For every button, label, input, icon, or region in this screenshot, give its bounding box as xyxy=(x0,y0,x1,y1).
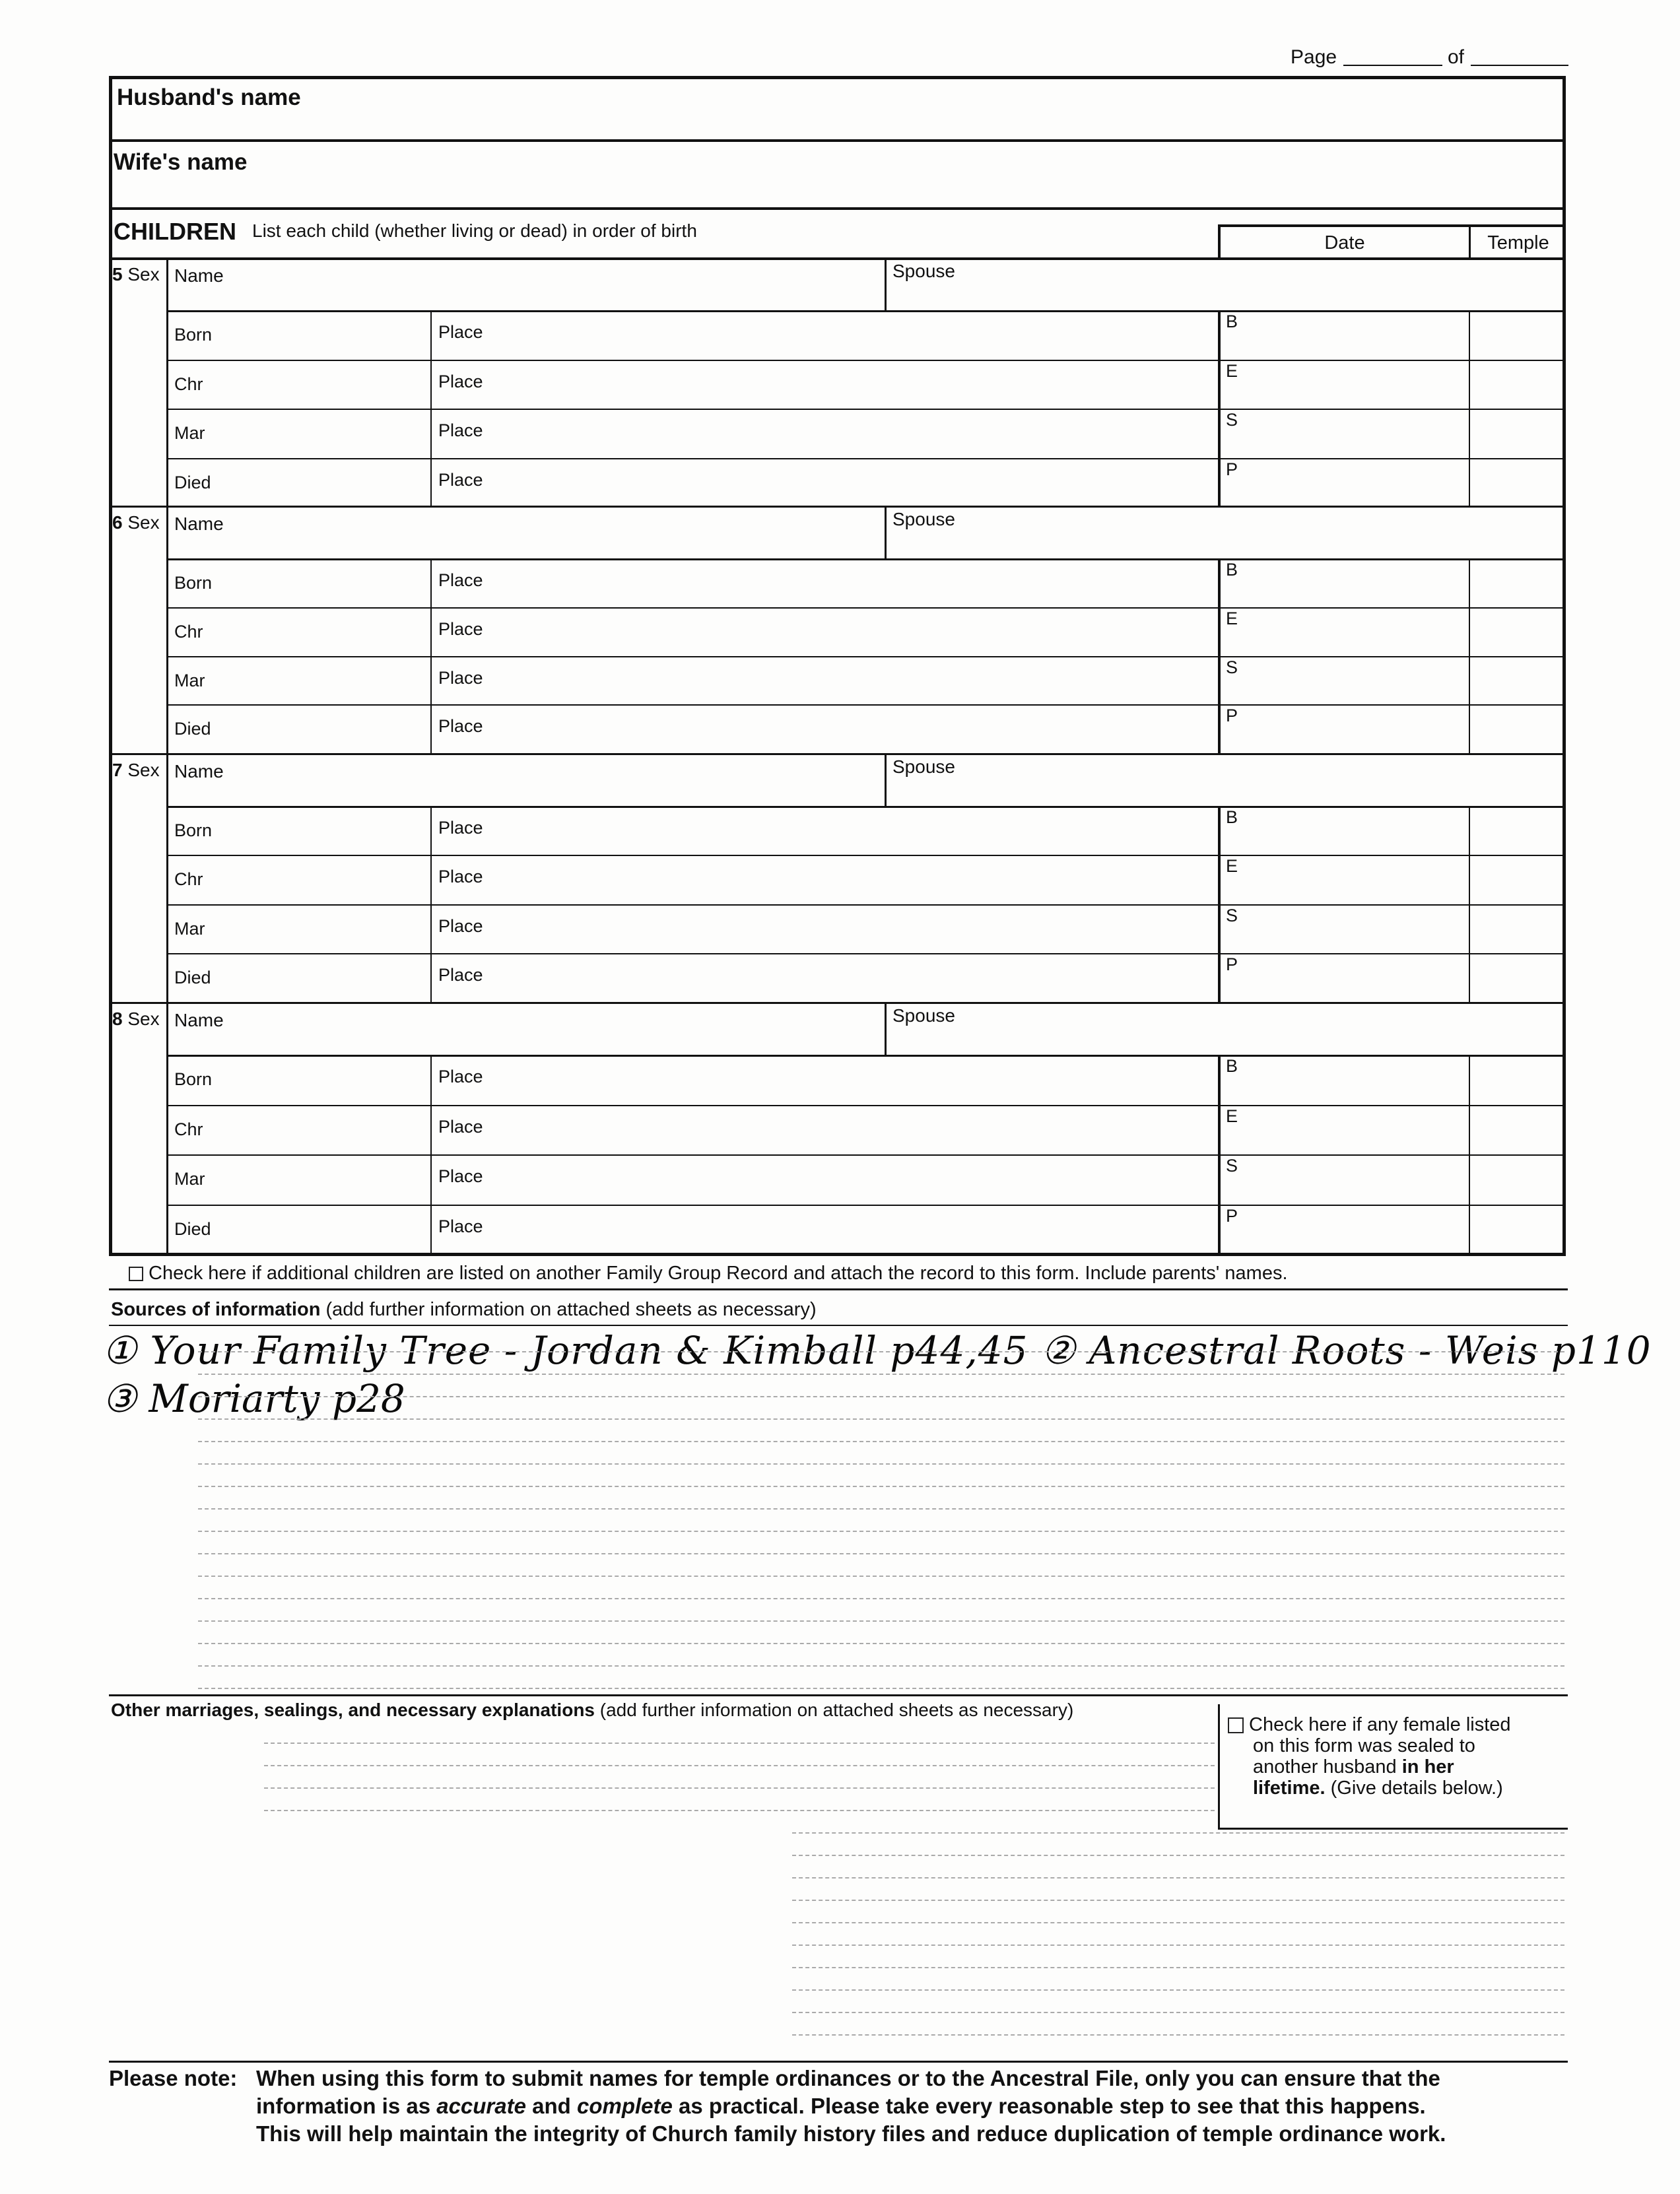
child-number xyxy=(112,512,160,533)
please-note-2b: accurate xyxy=(436,2094,526,2118)
ordinance-code: E xyxy=(1226,608,1238,628)
event-place-field[interactable] xyxy=(496,707,1211,750)
ordinance-date-field[interactable] xyxy=(1244,809,1462,852)
husband-name-label: Husband's name xyxy=(117,84,301,110)
child-sex-label: Sex xyxy=(127,760,160,780)
ordinance-code: B xyxy=(1226,560,1238,580)
event-place-label: Place xyxy=(438,1067,483,1086)
child-spouse-field[interactable] xyxy=(984,509,1559,555)
child-name-field[interactable] xyxy=(239,509,878,555)
ordinance-date-field[interactable] xyxy=(1244,857,1462,901)
event-label: Died xyxy=(174,719,211,739)
event-place-field[interactable] xyxy=(496,561,1211,605)
child-number-value: 7 xyxy=(112,760,123,780)
ordinance-date-field[interactable] xyxy=(1244,1157,1462,1202)
ordinance-temple-field[interactable] xyxy=(1473,857,1561,901)
please-note-2e: as practical. Please take every reasonable step to see that this happens. xyxy=(672,2094,1426,2118)
event-label: Chr xyxy=(174,869,203,890)
temple-column-label: Temple xyxy=(1487,232,1549,253)
event-label: Mar xyxy=(174,423,205,443)
ordinance-code: S xyxy=(1226,1156,1238,1176)
child-name-label: Name xyxy=(174,265,224,286)
event-label: Chr xyxy=(174,621,203,642)
child-spouse-field[interactable] xyxy=(984,1005,1559,1051)
event-date-field[interactable] xyxy=(219,809,424,852)
child-sex-label: Sex xyxy=(127,512,160,533)
child-name-label: Name xyxy=(174,761,224,781)
event-date-field[interactable] xyxy=(219,313,424,357)
event-place-field[interactable] xyxy=(496,1057,1211,1102)
event-place-label: Place xyxy=(438,667,483,688)
please-note-2d: complete xyxy=(577,2094,673,2118)
ordinance-temple-field[interactable] xyxy=(1473,809,1561,852)
wife-name-label: Wife's name xyxy=(114,149,248,175)
ordinance-code: P xyxy=(1226,459,1238,479)
event-date-field[interactable] xyxy=(219,907,424,950)
child-sex-label: Sex xyxy=(127,1009,160,1029)
event-date-field[interactable] xyxy=(219,1108,424,1152)
child-name-label: Name xyxy=(174,514,224,534)
children-instruction: List each child (whether living or dead) in order of birth xyxy=(252,220,697,241)
ordinance-temple-field[interactable] xyxy=(1473,1157,1561,1202)
event-place-field[interactable] xyxy=(496,411,1211,455)
event-date-field[interactable] xyxy=(219,461,424,505)
event-label: Mar xyxy=(174,1169,205,1189)
other-marriages-note: (add further information on attached sheets as necessary) xyxy=(599,1700,1074,1720)
child-sex-label: Sex xyxy=(127,264,160,284)
checkbox-icon[interactable] xyxy=(1228,1717,1244,1733)
ordinance-temple-field[interactable] xyxy=(1473,707,1561,750)
event-place-label: Place xyxy=(438,371,483,391)
event-date-field[interactable] xyxy=(219,1207,424,1252)
event-date-field[interactable] xyxy=(219,857,424,901)
event-place-field[interactable] xyxy=(496,362,1211,407)
date-column-label: Date xyxy=(1324,232,1365,253)
event-label: Chr xyxy=(174,374,203,394)
event-place-label: Place xyxy=(438,716,483,737)
page-total-field[interactable] xyxy=(1471,65,1568,66)
event-place-label: Place xyxy=(438,570,483,590)
event-place-label: Place xyxy=(438,915,483,936)
ordinance-code: E xyxy=(1226,856,1238,877)
child-number xyxy=(112,264,160,285)
ordinance-temple-field[interactable] xyxy=(1473,1057,1561,1102)
child-name-field[interactable] xyxy=(239,756,878,803)
event-place-label: Place xyxy=(438,322,483,342)
event-date-field[interactable] xyxy=(219,1157,424,1202)
event-date-field[interactable] xyxy=(219,561,424,605)
event-place-field[interactable] xyxy=(496,461,1211,505)
sources-note: (add further information on attached sheets as necessary) xyxy=(325,1299,817,1320)
event-place-label: Place xyxy=(438,1166,483,1186)
event-place-field[interactable] xyxy=(496,1207,1211,1252)
ordinance-code: S xyxy=(1226,905,1238,925)
child-number xyxy=(112,1009,160,1030)
event-label: Died xyxy=(174,472,211,492)
ordinance-date-field[interactable] xyxy=(1244,411,1462,455)
other-marriages-label: Other marriages, sealings, and necessary explanations xyxy=(111,1700,595,1720)
ordinance-date-field[interactable] xyxy=(1244,956,1462,999)
children-title: CHILDREN xyxy=(114,218,236,245)
ordinance-code: E xyxy=(1226,360,1238,381)
event-place-label: Place xyxy=(438,618,483,639)
child-spouse-label: Spouse xyxy=(892,509,955,529)
ordinance-temple-field[interactable] xyxy=(1473,1108,1561,1152)
husband-name-field[interactable] xyxy=(330,79,1558,139)
ordinance-code: P xyxy=(1226,954,1238,974)
event-place-label: Place xyxy=(438,818,483,838)
ordinance-temple-field[interactable] xyxy=(1473,411,1561,455)
ordinance-date-field[interactable] xyxy=(1244,610,1462,653)
page-number-field[interactable] xyxy=(1343,65,1442,66)
event-label: Born xyxy=(174,1069,213,1089)
sources-heading xyxy=(111,1299,817,1321)
ordinance-code: B xyxy=(1226,312,1238,331)
event-date-field[interactable] xyxy=(219,610,424,653)
ordinance-code: S xyxy=(1226,657,1238,677)
child-spouse-label: Spouse xyxy=(892,756,955,777)
please-note-2a: information is as xyxy=(256,2094,437,2118)
event-place-label: Place xyxy=(438,1116,483,1137)
please-note-line-1: When using this form to submit names for temple ordinances or to the Ancestral File, only you can ensure that the xyxy=(256,2066,1440,2090)
event-place-field[interactable] xyxy=(496,1108,1211,1152)
event-place-label: Place xyxy=(438,469,483,490)
event-place-label: Place xyxy=(438,420,483,440)
ordinance-code: B xyxy=(1226,807,1238,827)
ordinance-temple-field[interactable] xyxy=(1473,956,1561,999)
child-name-label: Name xyxy=(174,1010,224,1030)
child-name-field[interactable] xyxy=(239,261,878,307)
event-place-field[interactable] xyxy=(496,659,1211,702)
other-marriages-heading xyxy=(111,1700,1073,1721)
ordinance-code: P xyxy=(1226,1205,1238,1226)
page-label: Page xyxy=(1291,46,1337,68)
event-label: Died xyxy=(174,967,211,987)
please-note-line-3: This will help maintain the integrity of Church family history files and reduce duplication of temple ordinance work. xyxy=(256,2121,1446,2146)
event-label: Mar xyxy=(174,918,205,939)
ordinance-code: B xyxy=(1226,1056,1238,1076)
ordinance-date-field[interactable] xyxy=(1244,362,1462,407)
child-spouse-label: Spouse xyxy=(892,261,955,281)
ordinance-date-field[interactable] xyxy=(1244,1207,1462,1252)
child-spouse-label: Spouse xyxy=(892,1005,955,1026)
ordinance-date-field[interactable] xyxy=(1244,659,1462,702)
wife-name-field[interactable] xyxy=(297,144,1551,203)
event-place-label: Place xyxy=(438,1216,483,1236)
event-date-field[interactable] xyxy=(219,956,424,999)
ordinance-date-field[interactable] xyxy=(1244,907,1462,950)
event-place-field[interactable] xyxy=(496,907,1211,950)
event-date-field[interactable] xyxy=(219,1057,424,1102)
please-note-line-2 xyxy=(256,2094,1426,2119)
child-number-value: 5 xyxy=(112,264,123,284)
event-place-field[interactable] xyxy=(496,857,1211,901)
sources-handwritten-line-1: ① Your Family Tree - Jordan & Kimball p44,45 ② Ancestral Roots - Weis p110 xyxy=(102,1328,1652,1373)
female-sealed-line-4a: lifetime. xyxy=(1253,1778,1326,1799)
ordinance-temple-field[interactable] xyxy=(1473,313,1561,357)
female-sealed-text[interactable] xyxy=(1228,1714,1511,1799)
event-label: Died xyxy=(174,1218,211,1239)
ordinance-date-field[interactable] xyxy=(1244,707,1462,750)
ordinance-date-field[interactable] xyxy=(1244,1057,1462,1102)
additional-children-check[interactable] xyxy=(129,1263,1288,1284)
female-sealed-line-4b: (Give details below.) xyxy=(1325,1778,1503,1799)
female-sealed-line-1: Check here if any female listed xyxy=(1249,1714,1511,1735)
child-number-value: 6 xyxy=(112,512,123,533)
ordinance-temple-field[interactable] xyxy=(1473,907,1561,950)
child-spouse-field[interactable] xyxy=(984,756,1559,803)
event-place-label: Place xyxy=(438,867,483,887)
ordinance-temple-field[interactable] xyxy=(1473,561,1561,605)
ordinance-code: S xyxy=(1226,410,1238,430)
event-label: Born xyxy=(174,820,213,840)
event-label: Mar xyxy=(174,670,205,690)
date-column-header xyxy=(1218,224,1469,257)
ordinance-date-field[interactable] xyxy=(1244,313,1462,357)
event-place-field[interactable] xyxy=(496,610,1211,653)
child-name-field[interactable] xyxy=(239,1005,878,1051)
ordinance-code: E xyxy=(1226,1106,1238,1126)
ordinance-date-field[interactable] xyxy=(1244,561,1462,605)
please-note-2c: and xyxy=(525,2094,577,2118)
event-label: Born xyxy=(174,573,213,593)
event-place-field[interactable] xyxy=(496,1157,1211,1202)
child-number xyxy=(112,760,160,781)
event-date-field[interactable] xyxy=(219,659,424,702)
ordinance-temple-field[interactable] xyxy=(1473,610,1561,653)
ordinance-temple-field[interactable] xyxy=(1473,362,1561,407)
event-place-label: Place xyxy=(438,964,483,985)
ordinance-date-field[interactable] xyxy=(1244,1108,1462,1152)
sources-handwritten-line-2: ③ Moriarty p28 xyxy=(102,1376,405,1421)
ordinance-temple-field[interactable] xyxy=(1473,1207,1561,1252)
please-note-label: Please note: xyxy=(109,2066,238,2090)
child-spouse-field[interactable] xyxy=(984,261,1559,307)
event-label: Born xyxy=(174,325,213,345)
child-number-value: 8 xyxy=(112,1009,123,1029)
event-date-field[interactable] xyxy=(219,362,424,407)
ordinance-temple-field[interactable] xyxy=(1473,659,1561,702)
additional-children-text: Check here if additional children are listed on another Family Group Record and attach the record to this form. Include parents' names. xyxy=(149,1263,1288,1284)
event-date-field[interactable] xyxy=(219,411,424,455)
female-sealed-line-2: on this form was sealed to xyxy=(1253,1735,1475,1756)
female-sealed-line-3b: in her xyxy=(1401,1756,1454,1778)
event-place-field[interactable] xyxy=(496,956,1211,999)
ordinance-date-field[interactable] xyxy=(1244,461,1462,505)
sources-label: Sources of information xyxy=(111,1299,321,1320)
checkbox-icon[interactable] xyxy=(129,1267,143,1281)
event-label: Chr xyxy=(174,1119,203,1139)
page-of-label: of xyxy=(1448,46,1465,68)
female-sealed-line-3a: another husband xyxy=(1253,1756,1402,1778)
event-place-field[interactable] xyxy=(496,809,1211,852)
ordinance-temple-field[interactable] xyxy=(1473,461,1561,505)
event-place-field[interactable] xyxy=(496,313,1211,357)
ordinance-code: P xyxy=(1226,706,1238,726)
event-date-field[interactable] xyxy=(219,707,424,750)
temple-column-header xyxy=(1469,224,1566,257)
